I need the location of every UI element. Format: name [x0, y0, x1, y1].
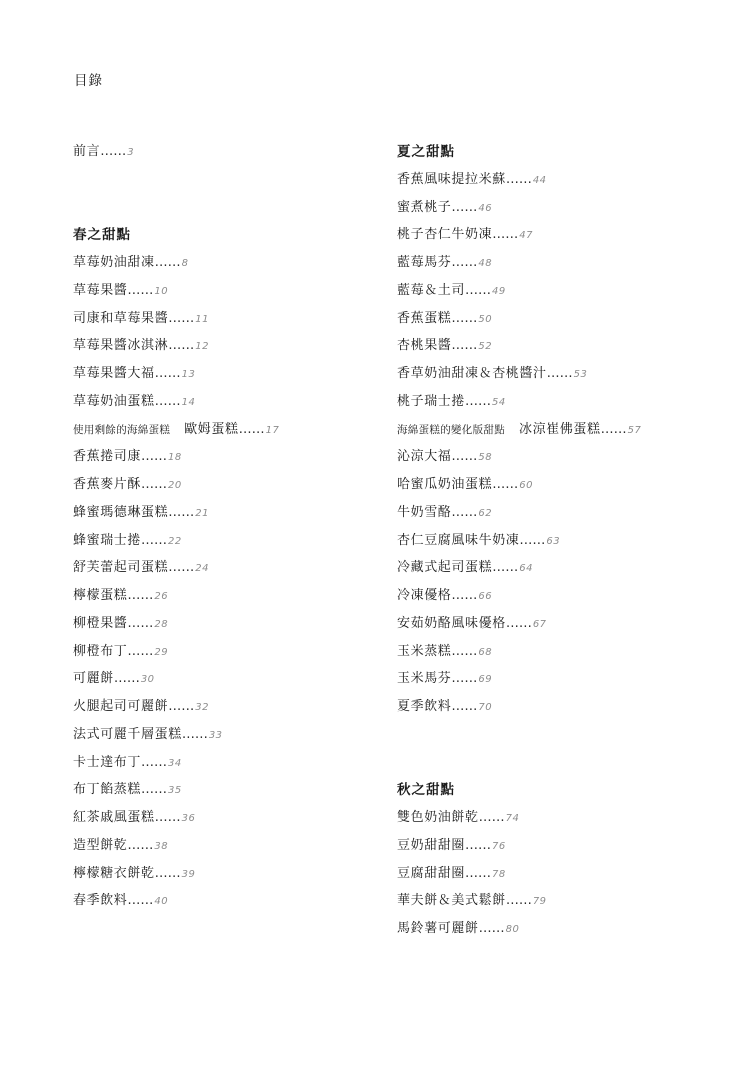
toc-entry-title: 歐姆蛋糕 [184, 421, 239, 437]
toc-entry [397, 810, 519, 826]
toc-dot-leader: …… [127, 893, 154, 909]
toc-page-number: 20 [168, 480, 182, 491]
toc-entry-title: 蜜煮桃子 [397, 199, 452, 215]
toc-page-number: 29 [154, 646, 169, 658]
toc-entry-title: 香蕉蛋糕 [397, 310, 452, 326]
toc-dot-leader: …… [451, 588, 478, 603]
toc-page-number: 22 [168, 535, 182, 547]
page-title: 目錄 [74, 73, 103, 89]
toc-entry-title: 檸檬蛋糕 [73, 588, 128, 603]
toc-entry-title: 玉米蒸糕 [397, 643, 452, 659]
toc-entry-title: 桃子杏仁牛奶凍 [397, 227, 493, 243]
toc-entry [73, 144, 134, 160]
toc-page-number: 57 [627, 424, 642, 436]
toc-page-number: 78 [492, 868, 506, 880]
toc-entry [397, 255, 492, 271]
toc-entry [397, 616, 547, 632]
toc-entry [397, 893, 547, 909]
toc-entry [73, 283, 168, 299]
toc-entry-title: 馬鈴薯可麗餅 [397, 921, 479, 936]
toc-entry [73, 810, 195, 826]
toc-page-number: 39 [181, 868, 196, 880]
toc-entry [397, 505, 492, 521]
toc-dot-leader: …… [465, 282, 492, 298]
toc-entry [73, 338, 209, 354]
toc-dot-leader: …… [478, 810, 505, 825]
toc-page-number: 68 [478, 646, 493, 658]
toc-page-number: 13 [181, 369, 196, 380]
toc-entry-title: 可麗餅 [73, 671, 114, 687]
toc-entry [73, 699, 209, 715]
toc-entry-title: 法式可麗千層蛋糕 [73, 726, 182, 742]
toc-entry-title: 豆腐甜甜圈 [397, 865, 466, 881]
toc-page-number: 58 [478, 452, 493, 464]
toc-entry-title: 草莓果醬 [73, 282, 128, 298]
toc-dot-leader: …… [238, 421, 265, 437]
toc-dot-leader: …… [451, 255, 478, 270]
toc-dot-leader: …… [154, 255, 181, 270]
toc-page-number: 79 [532, 896, 547, 908]
toc-page-number: 64 [519, 563, 533, 575]
toc-entry [73, 866, 195, 882]
toc-entry-title: 冷凍優格 [397, 588, 452, 603]
toc-dot-leader: …… [168, 338, 195, 354]
toc-page-number: 52 [478, 341, 493, 353]
toc-dot-leader: …… [451, 643, 478, 659]
toc-entry [397, 560, 533, 576]
toc-entry-title: 草莓果醬冰淇淋 [73, 338, 169, 354]
toc-entry-title: 香蕉捲司康 [73, 449, 142, 465]
toc-entry-title: 司康和草莓果醬 [73, 310, 169, 326]
toc-page-number: 3 [127, 147, 135, 158]
toc-entry-title: 檸檬糖衣餅乾 [73, 865, 155, 881]
toc-entry-title: 安茹奶酪風味優格 [397, 615, 506, 631]
toc-entry [73, 727, 223, 743]
toc-entry-title: 香草奶油甜凍＆杏桃醬汁 [397, 366, 547, 381]
toc-page-number: 21 [195, 507, 209, 519]
toc-dot-leader: …… [451, 699, 478, 714]
toc-page-number: 36 [181, 813, 196, 824]
toc-page-number: 80 [505, 924, 520, 935]
toc-entry-title: 冷藏式起司蛋糕 [397, 560, 493, 576]
toc-entry [73, 644, 168, 660]
toc-dot-leader: …… [451, 671, 478, 687]
toc-dot-leader: …… [113, 671, 140, 687]
toc-entry-title: 夏季飲料 [397, 699, 452, 714]
toc-entry [397, 533, 560, 549]
toc-entry-title: 前言 [73, 144, 101, 159]
toc-entry [73, 505, 209, 521]
toc-page-number: 24 [195, 563, 209, 575]
toc-entry [397, 394, 506, 410]
toc-page-number: 17 [265, 424, 280, 436]
toc-entry-subtitle: 使用剩餘的海綿蛋糕 [73, 423, 171, 436]
toc-dot-leader: …… [478, 921, 505, 936]
toc-page-number: 8 [181, 258, 189, 269]
toc-entry [397, 921, 519, 937]
toc-entry [397, 200, 492, 216]
toc-entry [73, 477, 182, 493]
toc-dot-leader: …… [546, 366, 573, 381]
toc-dot-leader: …… [465, 865, 492, 881]
toc-entry-title: 藍莓馬芬 [397, 255, 452, 270]
toc-entry [73, 366, 195, 382]
toc-entry [73, 588, 168, 604]
toc-page-number: 49 [492, 285, 506, 297]
toc-entry-title: 玉米馬芬 [397, 671, 452, 687]
toc-page-number: 10 [154, 285, 169, 297]
toc-dot-leader: …… [127, 615, 154, 631]
toc-entry [397, 671, 492, 687]
toc-entry [397, 588, 492, 604]
toc-entry [397, 366, 587, 382]
toc-page-number: 14 [181, 396, 196, 408]
toc-page-number: 26 [154, 591, 169, 602]
toc-entry [73, 671, 155, 687]
toc-page-number: 40 [154, 896, 169, 908]
toc-entry-title: 杏桃果醬 [397, 338, 452, 354]
toc-entry-title: 卡士達布丁 [73, 754, 142, 770]
toc-dot-leader: …… [141, 477, 168, 492]
section-heading: 秋之甜點 [397, 782, 455, 799]
toc-page-number: 54 [492, 396, 506, 408]
toc-page-number: 50 [478, 313, 493, 325]
toc-page-number: 53 [573, 369, 588, 380]
toc-entry-title: 柳橙布丁 [73, 643, 128, 659]
toc-entry-title: 華夫餅＆美式鬆餅 [397, 893, 506, 909]
toc-entry [397, 422, 641, 438]
toc-dot-leader: …… [168, 504, 195, 520]
toc-dot-leader: …… [168, 699, 195, 714]
toc-entry [397, 866, 506, 882]
toc-dot-leader: …… [127, 588, 154, 603]
toc-entry [73, 394, 195, 410]
toc-dot-leader: …… [168, 310, 195, 326]
toc-entry-title: 蜂蜜瑪德琳蛋糕 [73, 504, 169, 520]
toc-entry-title: 杏仁豆腐風味牛奶凍 [397, 532, 520, 548]
toc-page-number: 34 [168, 757, 182, 769]
toc-dot-leader: …… [492, 477, 519, 492]
toc-entry [397, 283, 506, 299]
toc-entry-title: 舒芙蕾起司蛋糕 [73, 560, 169, 576]
toc-dot-leader: …… [127, 282, 154, 298]
toc-entry [397, 699, 492, 715]
toc-entry-title: 蜂蜜瑞士捲 [73, 532, 142, 548]
toc-entry [73, 533, 182, 549]
toc-entry [397, 311, 492, 327]
toc-entry-title: 柳橙果醬 [73, 615, 128, 631]
toc-entry-title: 冰涼崔佛蛋糕 [519, 421, 601, 437]
toc-dot-leader: …… [451, 504, 478, 520]
toc-dot-leader: …… [465, 393, 492, 409]
toc-dot-leader: …… [505, 893, 532, 909]
toc-page-number: 44 [532, 174, 547, 186]
toc-dot-leader: …… [141, 782, 168, 798]
toc-dot-leader: …… [168, 560, 195, 576]
toc-dot-leader: …… [141, 449, 168, 465]
toc-entry [397, 338, 492, 354]
toc-page-number: 28 [154, 618, 169, 630]
toc-entry [397, 838, 506, 854]
toc-page-number: 11 [195, 313, 209, 325]
toc-entry [397, 644, 492, 660]
toc-dot-leader: …… [492, 227, 519, 243]
toc-dot-leader: …… [492, 560, 519, 576]
toc-dot-leader: …… [100, 144, 127, 159]
toc-page-number: 18 [168, 452, 182, 464]
toc-page-number: 74 [505, 813, 520, 824]
toc-entry-title: 火腿起司可麗餅 [73, 699, 169, 714]
toc-entry [73, 616, 168, 632]
toc-dot-leader: …… [451, 449, 478, 465]
toc-dot-leader: …… [505, 615, 532, 631]
toc-entry-title: 桃子瑞士捲 [397, 393, 466, 409]
toc-entry-title: 草莓奶油甜凍 [73, 255, 155, 270]
toc-dot-leader: …… [141, 532, 168, 548]
toc-page-number: 12 [195, 341, 209, 353]
toc-entry [397, 227, 533, 243]
toc-entry [73, 422, 279, 438]
toc-dot-leader: …… [451, 199, 478, 215]
toc-entry-title: 香蕉風味提拉米蘇 [397, 171, 506, 187]
toc-entry-title: 造型餅乾 [73, 837, 128, 853]
toc-dot-leader: …… [141, 754, 168, 770]
toc-entry-title: 紅茶戚風蛋糕 [73, 810, 155, 825]
toc-entry-title: 香蕉麥片酥 [73, 477, 142, 492]
toc-entry [397, 172, 547, 188]
toc-entry-title: 草莓奶油蛋糕 [73, 393, 155, 409]
toc-dot-leader: …… [600, 421, 627, 437]
toc-dot-leader: …… [505, 171, 532, 187]
toc-page-number: 48 [478, 258, 493, 269]
toc-dot-leader: …… [154, 865, 181, 881]
toc-entry [73, 893, 168, 909]
section-heading: 夏之甜點 [397, 144, 455, 160]
toc-dot-leader: …… [451, 338, 478, 354]
toc-page-number: 33 [208, 729, 223, 741]
toc-entry [73, 311, 209, 327]
toc-dot-leader: …… [181, 726, 208, 742]
toc-entry [397, 477, 533, 493]
toc-page-number: 35 [168, 785, 182, 797]
toc-dot-leader: …… [519, 532, 546, 548]
toc-dot-leader: …… [127, 643, 154, 659]
section-heading: 春之甜點 [73, 227, 131, 244]
toc-entry [73, 449, 182, 465]
toc-entry [73, 838, 168, 854]
toc-entry-title: 藍莓＆土司 [397, 282, 466, 298]
toc-page-number: 62 [478, 507, 493, 519]
toc-dot-leader: …… [465, 837, 492, 853]
toc-page-number: 32 [195, 702, 209, 713]
toc-entry-title: 布丁餡蒸糕 [73, 782, 142, 798]
toc-entry [73, 782, 182, 798]
toc-page-number: 30 [140, 674, 155, 686]
toc-entry [73, 755, 182, 771]
toc-page-number: 60 [519, 480, 533, 491]
toc-page-number: 76 [492, 840, 506, 852]
toc-page-number: 69 [478, 674, 493, 686]
toc-entry-title: 春季飲料 [73, 893, 128, 909]
toc-page-number: 66 [478, 591, 493, 602]
toc-entry [73, 255, 188, 271]
toc-dot-leader: …… [127, 837, 154, 853]
toc-page-number: 47 [519, 230, 533, 242]
toc-entry-title: 哈蜜瓜奶油蛋糕 [397, 477, 493, 492]
toc-entry-title: 雙色奶油餅乾 [397, 810, 479, 825]
toc-dot-leader: …… [154, 366, 181, 381]
toc-page-number: 38 [154, 840, 169, 852]
toc-dot-leader: …… [451, 310, 478, 326]
toc-entry-subtitle: 海綿蛋糕的變化版甜點 [397, 423, 505, 436]
toc-entry-title: 牛奶雪酪 [397, 504, 452, 520]
toc-page-number: 67 [532, 618, 547, 630]
toc-dot-leader: …… [154, 393, 181, 409]
toc-entry-title: 豆奶甜甜圈 [397, 837, 466, 853]
toc-entry [73, 560, 209, 576]
toc-entry-title: 草莓果醬大福 [73, 366, 155, 381]
toc-page-number: 63 [546, 535, 561, 547]
toc-page-number: 70 [478, 702, 493, 713]
toc-entry-title: 沁涼大福 [397, 449, 452, 465]
toc-page-number: 46 [478, 202, 493, 214]
toc-entry [397, 449, 492, 465]
toc-dot-leader: …… [154, 810, 181, 825]
